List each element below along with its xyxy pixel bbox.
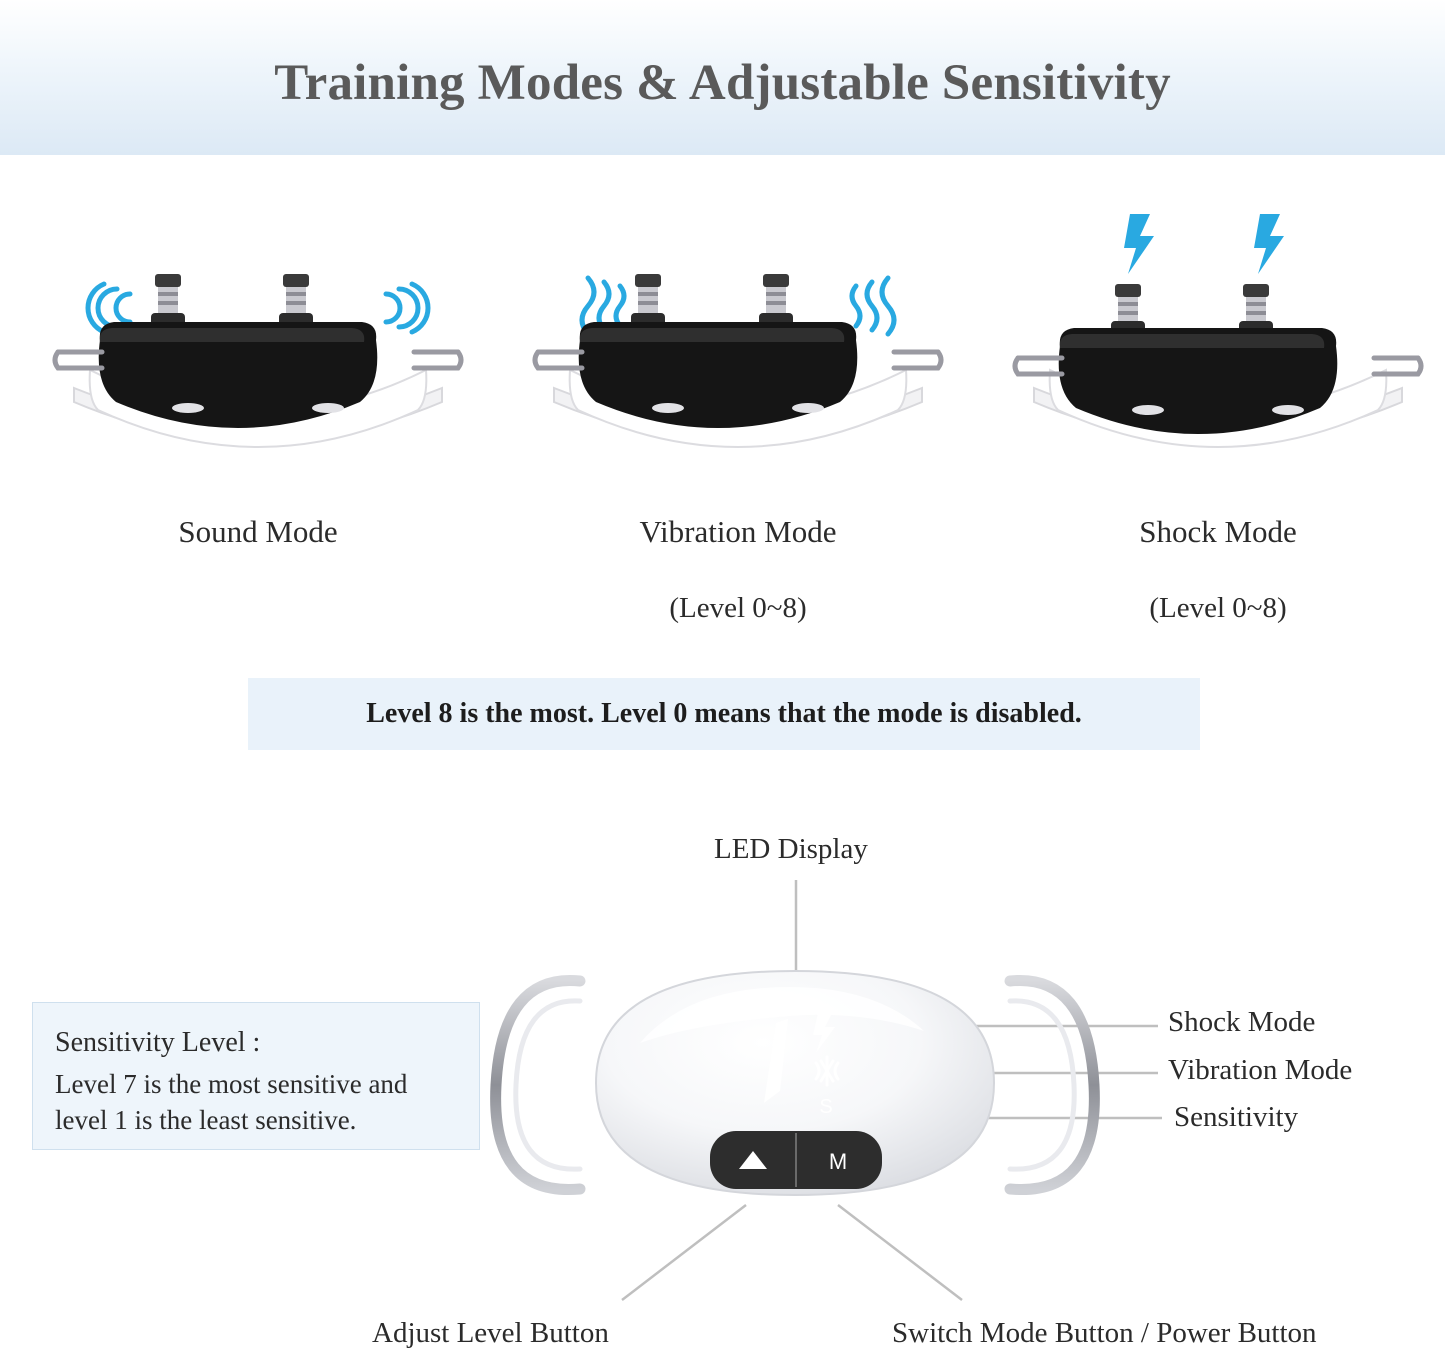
prong-left bbox=[631, 274, 665, 327]
indicator-sensitivity-label: S bbox=[819, 1096, 833, 1118]
collar-clip-left bbox=[535, 352, 582, 368]
mode-sub-shock: (Level 0~8) bbox=[1149, 592, 1287, 624]
mode-label-shock: Shock Mode bbox=[1139, 514, 1297, 549]
sensitivity-title: Sensitivity Level : bbox=[55, 1027, 261, 1058]
prong-right bbox=[279, 274, 313, 327]
collar-clip-right bbox=[1374, 358, 1421, 374]
sound-device-svg bbox=[38, 200, 478, 490]
sound-waves-icon-right bbox=[386, 284, 428, 332]
mode-sub-vibration: (Level 0~8) bbox=[669, 592, 807, 624]
page-title: Training Modes & Adjustable Sensitivity bbox=[274, 55, 1171, 111]
collar-clip-left bbox=[1015, 358, 1062, 374]
collar-clip-right bbox=[1010, 980, 1094, 1189]
collar-clip-right bbox=[894, 352, 941, 368]
shock-device-svg bbox=[998, 200, 1438, 490]
mode-label-sound: Sound Mode bbox=[178, 514, 338, 549]
sensitivity-body: Level 7 is the most sensitive and level 1 is the least sensitive. bbox=[55, 1069, 408, 1135]
mode-card-sound bbox=[38, 200, 478, 592]
collar-clip-right bbox=[414, 352, 461, 368]
prong-left bbox=[1111, 284, 1145, 335]
sensitivity-info-box bbox=[32, 1002, 480, 1150]
collar-clip-left bbox=[496, 980, 580, 1189]
collar-receiver-svg bbox=[488, 935, 1102, 1235]
device-illustration-sound bbox=[38, 200, 478, 490]
mode-card-shock bbox=[998, 200, 1438, 625]
button-pad bbox=[710, 1131, 882, 1189]
level-info-text: Level 8 is the most. Level 0 means that the mode is disabled. bbox=[366, 698, 1082, 729]
prong-right bbox=[759, 274, 793, 327]
level-info-banner bbox=[248, 678, 1200, 750]
callout-switch-mode-button: Switch Mode Button / Power Button bbox=[892, 1317, 1317, 1349]
vibration-device-svg bbox=[518, 200, 958, 490]
prong-left bbox=[151, 274, 185, 327]
lightning-bolt-icon-right bbox=[1254, 214, 1284, 274]
collar-receiver-illustration bbox=[488, 935, 1102, 1235]
callout-led-display: LED Display bbox=[714, 833, 868, 865]
callout-adjust-level-button: Adjust Level Button bbox=[372, 1317, 609, 1349]
device-illustration-vibration bbox=[518, 200, 958, 490]
callout-sensitivity: Sensitivity bbox=[1174, 1101, 1299, 1133]
device-illustration-shock bbox=[998, 200, 1438, 490]
callout-shock-mode: Shock Mode bbox=[1168, 1006, 1316, 1038]
vibration-waves-icon-right bbox=[852, 278, 894, 334]
mode-card-vibration bbox=[518, 200, 958, 625]
collar-clip-left bbox=[55, 352, 102, 368]
lightning-bolt-icon-left bbox=[1124, 214, 1154, 274]
mode-label-vibration: Vibration Mode bbox=[639, 514, 837, 549]
callout-vibration-mode: Vibration Mode bbox=[1168, 1054, 1353, 1086]
prong-right bbox=[1239, 284, 1273, 335]
switch-mode-button[interactable]: M bbox=[828, 1149, 848, 1174]
